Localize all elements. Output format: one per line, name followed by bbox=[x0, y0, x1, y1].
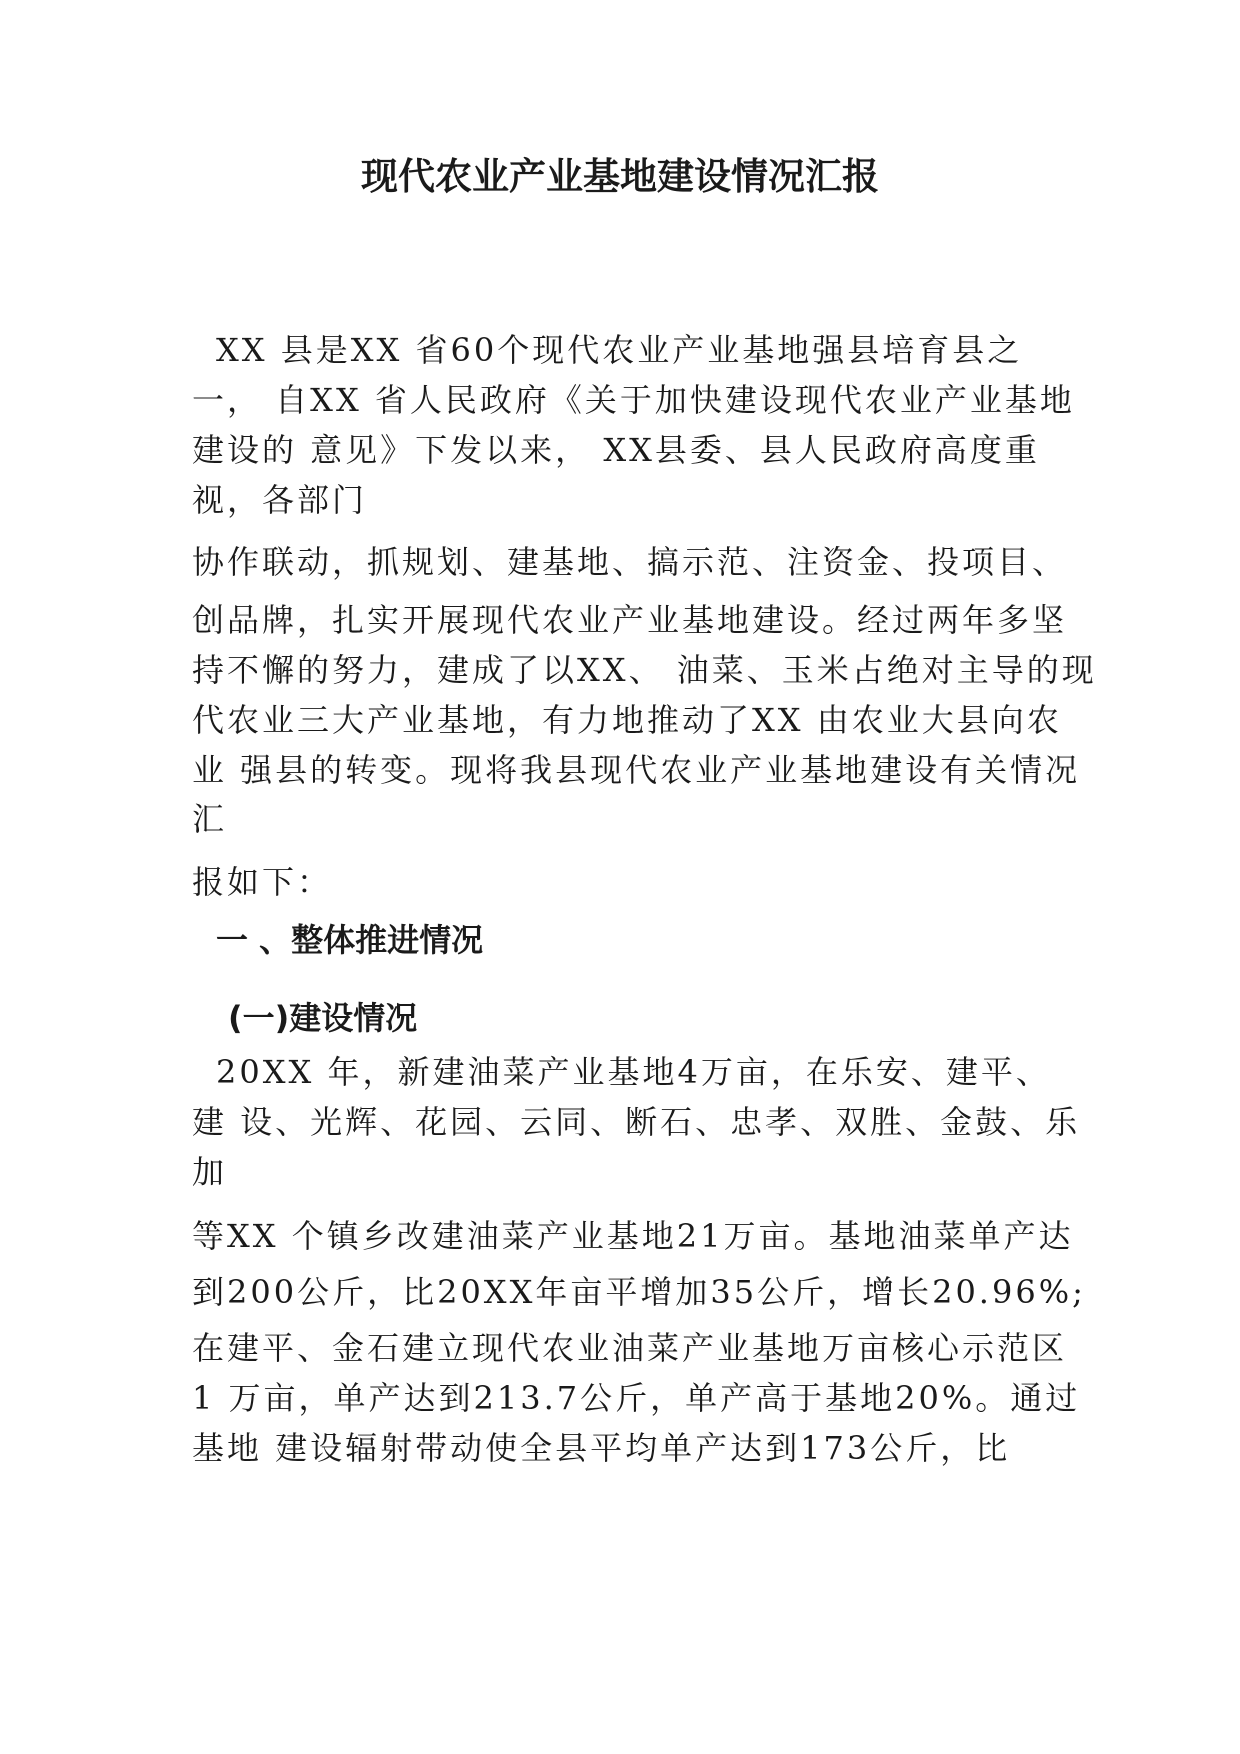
paragraph-4-line-3: 加 bbox=[192, 1153, 228, 1191]
paragraph-5-line-3: 在建平、金石建立现代农业油菜产业基地万亩核心示范区 bbox=[192, 1329, 1068, 1367]
paragraph-1-line-4: 视，各部门 bbox=[192, 481, 368, 519]
paragraph-5-line-2: 到200公斤，比20XX年亩平增加35公斤，增长20.96%; bbox=[192, 1273, 1086, 1311]
paragraph-3-line-1: 报如下： bbox=[192, 863, 333, 901]
document-title: 现代农业产业基地建设情况汇报 bbox=[361, 155, 879, 198]
paragraph-4-line-2: 建 设、光辉、花园、云同、断石、忠孝、双胜、金鼓、乐 bbox=[192, 1103, 1081, 1141]
paragraph-2-line-5: 业 强县的转变。现将我县现代农业产业基地建设有关情况 bbox=[192, 751, 1081, 789]
paragraph-2-line-6: 汇 bbox=[192, 800, 228, 838]
paragraph-1-line-1: XX 县是XX 省60个现代农业产业基地强县培育县之 bbox=[216, 331, 1023, 369]
paragraph-5-line-5: 基地 建设辐射带动使全县平均单产达到173公斤，比 bbox=[192, 1429, 1011, 1467]
paragraph-1-line-3: 建设的 意见》下发以来， XX县委、县人民政府高度重 bbox=[192, 431, 1040, 469]
paragraph-5-line-4: 1 万亩，单产达到213.7公斤，单产高于基地20%。通过 bbox=[192, 1379, 1081, 1417]
paragraph-2-line-1: 协作联动，抓规划、建基地、搞示范、注资金、投项目、 bbox=[192, 543, 1068, 581]
paragraph-2-line-2: 创品牌，扎实开展现代农业产业基地建设。经过两年多坚 bbox=[192, 601, 1068, 639]
paragraph-4-line-1: 20XX 年，新建油菜产业基地4万亩，在乐安、建平、 bbox=[216, 1053, 1051, 1091]
paragraph-5-line-1: 等XX 个镇乡改建油菜产业基地21万亩。基地油菜单产达 bbox=[192, 1217, 1074, 1255]
section-heading: 一 、整体推进情况 bbox=[216, 921, 484, 959]
subsection-heading: (一)建设情况 bbox=[228, 999, 418, 1037]
paragraph-2-line-4: 代农业三大产业基地，有力地推动了XX 由农业大县向农 bbox=[192, 701, 1062, 739]
paragraph-2-line-3: 持不懈的努力，建成了以XX、 油菜、玉米占绝对主导的现 bbox=[192, 651, 1097, 689]
paragraph-1-line-2: 一， 自XX 省人民政府《关于加快建设现代农业产业基地 bbox=[192, 381, 1075, 419]
